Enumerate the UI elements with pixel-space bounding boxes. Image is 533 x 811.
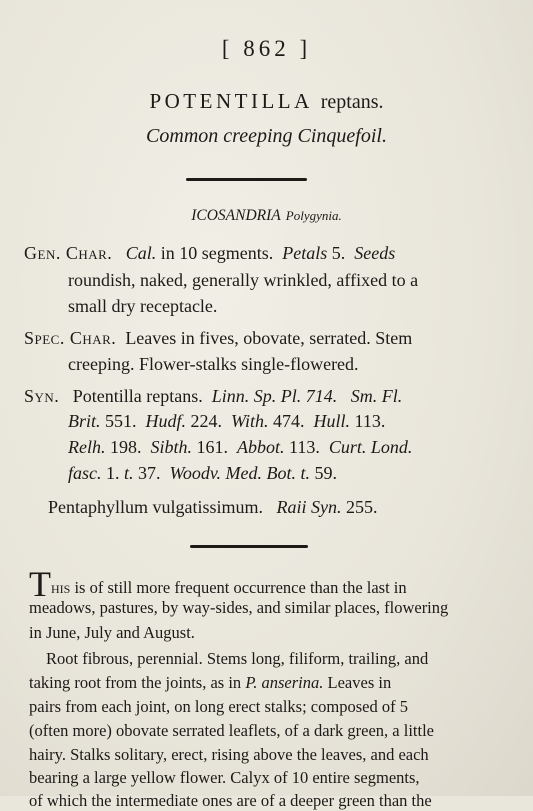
syn-line-4 <box>68 463 337 484</box>
drop-cap: T <box>29 564 51 604</box>
body-line-2: meadows, pastures, by way-sides, and similar places, flowering <box>29 598 449 617</box>
species-title <box>0 88 533 114</box>
body-text-5b: P. anserina. <box>245 673 324 692</box>
body-text-1: is of still more frequent occurrence than the last in <box>70 578 407 597</box>
syn-2c: Hudf. <box>145 411 187 431</box>
body-line-7: (often more) obovate serrated leaflets, of a dark green, a little <box>29 721 434 740</box>
syn-2e: With. <box>231 411 269 431</box>
syn-3c: Sibth. <box>150 437 193 457</box>
cal-text: in 10 segments. <box>160 243 274 263</box>
classification <box>0 207 533 225</box>
syn-3d: 161. <box>196 437 229 457</box>
body-text-5a: taking root from the joints, as in <box>29 673 242 692</box>
syn-5c: 255. <box>346 497 378 517</box>
spec-char-label: Spec. Char. <box>24 328 117 348</box>
spec-char-line-1 <box>24 328 412 349</box>
spec-char-text-1: Leaves in fives, obovate, serrated. Stem <box>125 328 413 348</box>
syn-line-1 <box>24 386 402 407</box>
syn-2f: 474. <box>273 411 305 431</box>
gen-char-label: Gen. Char. <box>24 243 113 263</box>
body-line-9: bearing a large yellow flower. Calyx of 10 entire segments, <box>29 768 420 787</box>
gen-char-line-1 <box>24 243 395 264</box>
page-number: [ 862 ] <box>221 36 312 61</box>
divider-rule-top <box>186 178 307 181</box>
syn-line-2 <box>68 411 385 432</box>
genus-name: POTENTILLA <box>149 89 313 113</box>
syn-2b: 551. <box>105 411 137 431</box>
body-line-1 <box>29 564 407 604</box>
spec-char-line-2: creeping. Flower-stalks single-flowered. <box>68 354 359 374</box>
syn-1b: Linn. Sp. Pl. 714. <box>211 386 338 406</box>
syn-5a: Pentaphyllum vulgatissimum. <box>48 497 263 517</box>
body-line-4: Root fibrous, perennial. Stems long, filiform, trailing, and <box>46 649 429 668</box>
syn-1a: Potentilla reptans. <box>72 386 203 406</box>
body-caps-word: his <box>51 578 71 597</box>
syn-3g: Curt. Lond. <box>328 437 413 457</box>
syn-4c: t. <box>124 463 134 483</box>
syn-line-3 <box>68 437 412 458</box>
syn-4b: 1. <box>106 463 120 483</box>
class-name: ICOSANDRIA <box>191 207 281 224</box>
petals-text: 5. <box>331 243 346 263</box>
syn-3f: 113. <box>289 437 320 457</box>
syn-2d: 224. <box>190 411 223 431</box>
body-line-5 <box>29 673 391 693</box>
gen-char-line-2: roundish, naked, generally wrinkled, affixed to a <box>68 270 419 290</box>
syn-4e: Woodv. Med. Bot. t. <box>169 463 310 483</box>
body-line-10: of which the intermediate ones are of a deeper green than the <box>29 791 432 810</box>
syn-4a: fasc. <box>68 463 102 483</box>
species-name: reptans. <box>320 91 384 113</box>
body-text-5c: Leaves in <box>323 673 392 692</box>
syn-label: Syn. <box>24 386 60 406</box>
common-name: Common creeping Cinquefoil. <box>146 125 387 147</box>
syn-5b: Raii Syn. <box>276 497 342 517</box>
syn-3a: Relh. <box>68 437 106 457</box>
syn-3b: 198. <box>110 437 142 457</box>
seeds-label: Seeds <box>354 243 396 263</box>
petals-label: Petals <box>282 243 328 263</box>
syn-4f: 59. <box>314 463 337 483</box>
syn-2a: Brit. <box>68 411 101 431</box>
cal-abbr: Cal. <box>125 243 157 263</box>
syn-1c: Sm. Fl. <box>350 386 403 406</box>
syn-3e: Abbot. <box>237 437 285 457</box>
gen-char-line-3: small dry receptacle. <box>68 296 218 316</box>
body-line-3: in June, July and August. <box>29 623 195 642</box>
syn-2g: Hull. <box>313 411 351 431</box>
syn-2h: 113. <box>354 411 386 431</box>
body-line-6: pairs from each joint, on long erect stalks; composed of 5 <box>29 697 408 716</box>
order-name: Polygynia. <box>285 208 342 223</box>
syn-4d: 37. <box>138 463 161 483</box>
syn-line-5 <box>48 497 378 518</box>
divider-rule-bottom <box>190 545 308 548</box>
body-line-8: hairy. Stalks solitary, erect, rising above the leaves, and each <box>29 745 429 764</box>
